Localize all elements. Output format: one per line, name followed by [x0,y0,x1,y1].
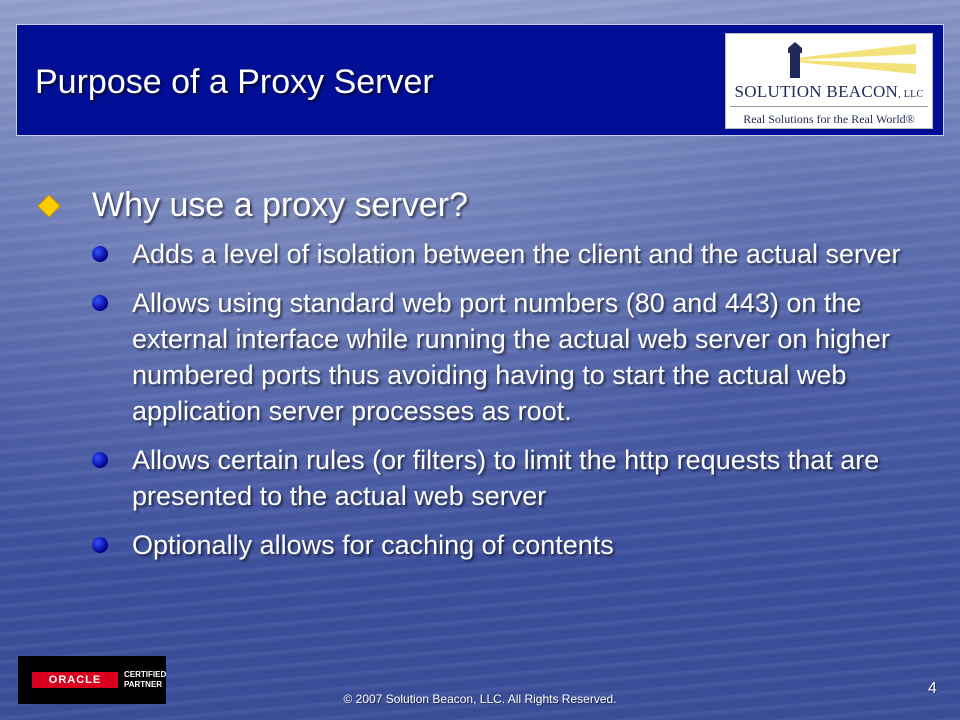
slide-title: Purpose of a Proxy Server [35,63,434,101]
bullet-list [92,236,912,576]
lighthouse-icon [776,40,916,78]
bullet-dot-icon [92,295,108,311]
list-item: Adds a level of isolation between the client and the actual server [92,236,912,272]
logo-tagline: Real Solutions for the Real World® [743,112,915,126]
title-bar [16,24,944,136]
solution-beacon-logo [725,33,933,129]
logo-brand-text: SOLUTION BEACON, LLC [730,82,928,107]
list-item: Allows using standard web port numbers (80 and 443) on the external interface while running the actual web server on higher numbered ports thus avoiding having to start the actual web application server processes as root. [92,285,912,429]
certified-partner-text: CERTIFIED PARTNER [124,670,167,689]
bullet-dot-icon [92,452,108,468]
bullet-dot-icon [92,537,108,553]
bullet-dot-icon [92,246,108,262]
page-number: 4 [928,680,937,697]
heading-text: Why use a proxy server? [92,186,469,224]
list-item: Optionally allows for caching of contents [92,527,912,563]
heading-bullet [38,186,468,225]
oracle-logo: ORACLE [32,672,118,688]
list-item: Allows certain rules (or filters) to limit the http requests that are presented to the actual web server [92,442,912,514]
copyright-footer: © 2007 Solution Beacon, LLC. All Rights Reserved. [343,692,617,706]
diamond-bullet-icon [38,195,60,217]
